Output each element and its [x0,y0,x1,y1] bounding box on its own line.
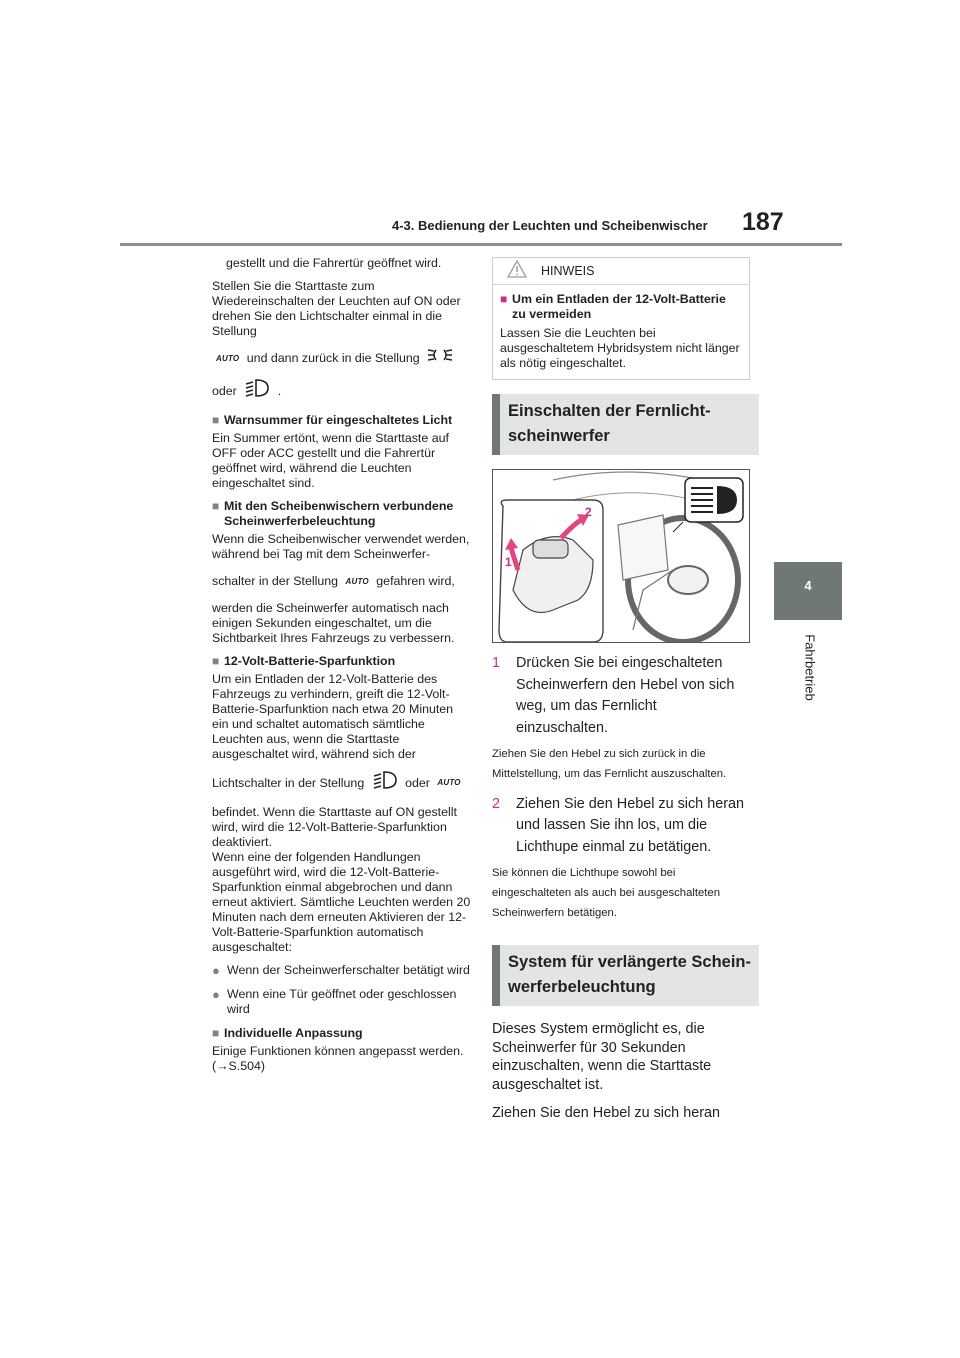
paragraph: Ziehen Sie den Hebel zu sich heran [492,1105,720,1122]
text: oder [212,384,237,398]
subheading: ■ 12-Volt-Batterie-Sparfunktion [212,653,396,668]
subheading: ■ Individuelle Anpassung [212,1025,363,1040]
left-column [212,256,472,1082]
subheading: ■ Warnsummer für eingeschaltetes Licht [212,413,453,428]
paragraph: werden die Scheinwerfer automatisch nach einigen Sekunden eingeschaltet, um die Sichtbarkeit Ihres Fahrzeugs zu verbessern. [212,600,455,645]
list-item: ● Wenn eine Tür geöffnet oder geschlossen wird [212,986,457,1016]
figure-label-2: 2 [585,505,592,519]
paragraph: Dieses System ermöglicht es, die Scheinwerfer für 30 Sekunden einzuschalten, wenn die Starttaste ausgeschaltet ist. [492,1021,712,1093]
figure-label-1: 1 [505,555,512,569]
chapter-tab[interactable] [774,562,842,620]
section-heading: System für verlängerte Schein-werferbeleuchtung [492,945,759,1006]
paragraph-symbol-line [212,770,472,797]
notice-text: Lassen Sie die Leuchten bei ausgeschaltetem Hybridsystem nicht länger als nötig eingeschaltet. [500,326,740,370]
parking-lights-icon [427,347,453,370]
paragraph: befindet. Wenn die Starttaste auf ON gestellt wird, wird die 12-Volt-Batterie-Sparfunktion deaktiviert. [212,804,457,849]
text: oder [405,775,430,790]
notice-subheading: ■ Um ein Entladen der 12-Volt-Batterie zu vermeiden [500,292,726,321]
list-item: ● Wenn der Scheinwerferschalter betätigt wird [212,962,470,978]
low-beam-headlight-icon [372,770,398,797]
step-2-note: Sie können die Lichthupe sowohl bei eingeschalteten als auch bei ausgeschalteten Scheinwerfern betätigen. [492,867,720,919]
paragraph: Ein Summer ertönt, wenn die Starttaste auf OFF oder ACC gestellt und die Fahrertür geöffnet wird, während die Leuchten eingeschaltet sind. [212,431,449,491]
step-2: 2 Ziehen Sie den Hebel zu sich heran und lassen Sie ihn los, um die Lichthupe einmal zu betätigen. [492,795,744,855]
page-number: 187 [742,208,784,236]
step-1-note: Ziehen Sie den Hebel zu sich zurück in die Mittelstellung, um das Fernlicht auszuschalten. [492,748,727,780]
right-column [492,257,750,1133]
auto-icon: AUTO [345,576,369,586]
lever-illustration [492,469,750,643]
paragraph-symbol-line [212,347,472,370]
low-beam-headlight-icon [244,378,270,405]
warning-triangle-icon [507,260,527,282]
paragraph: Wenn eine der folgenden Handlungen ausgeführt wird, wird die 12-Volt-Batterie-Sparfunktion einmal abgebrochen und dann erneut aktiviert. Sämtliche Leuchten werden 20 Minuten nach dem erneuten Aktivieren der 12-Volt-Batterie-Sparfunktion automatisch ausgeschaltet: [212,849,471,954]
subheading: ■ Mit den Scheibenwischern verbundene Scheinwerferbeleuchtung [212,499,454,529]
step-1: 1 Drücken Sie bei eingeschalteten Scheinwerfern den Hebel von sich weg, um das Fernlicht einzuschalten. [492,655,735,736]
notice-box [492,257,750,380]
text: schalter in der Stellung [212,574,339,589]
section-title: 4-3. Bedienung der Leuchten und Scheibenwischer [392,218,708,233]
paragraph: Wenn die Scheibenwischer verwendet werden, während bei Tag mit dem Scheinwerfer- [212,532,470,562]
paragraph: gestellt und die Fahrertür geöffnet wird. [226,256,442,270]
paragraph: Einige Funktionen können angepasst werden. (→S.504) [212,1043,464,1073]
paragraph-symbol-line [212,378,472,405]
header-rule [120,243,842,246]
paragraph: Stellen Sie die Starttaste zum Wiedereinschalten der Leuchten auf ON oder drehen Sie den Lichtschalter einmal in die Stellung [212,279,461,338]
section-heading: Einschalten der Fernlicht-scheinwerfer [492,394,759,455]
text: gefahren wird, [376,574,455,589]
paragraph-symbol-line [212,570,472,593]
page-reference-link[interactable]: →S.504) [216,1058,266,1073]
text: und dann zurück in die Stellung [246,351,420,365]
text: Lichtschalter in der Stellung [212,775,365,790]
notice-title: HINWEIS [541,263,595,278]
notice-header [493,258,749,285]
paragraph: Um ein Entladen der 12-Volt-Batterie des Fahrzeugs zu verhindern, greift die 12-Volt-Batterie-Sparfunktion nach etwa 20 Minuten ein und schaltet automatisch sämtliche Leuchten aus, wenn die Starttaste ausgeschaltet wird, während sich der [212,671,454,761]
chapter-label: Fahrbetrieb [802,634,818,701]
chapter-number: 4 [804,578,812,593]
auto-icon: AUTO [216,353,240,363]
text: . [277,384,282,398]
auto-icon: AUTO [437,778,461,788]
